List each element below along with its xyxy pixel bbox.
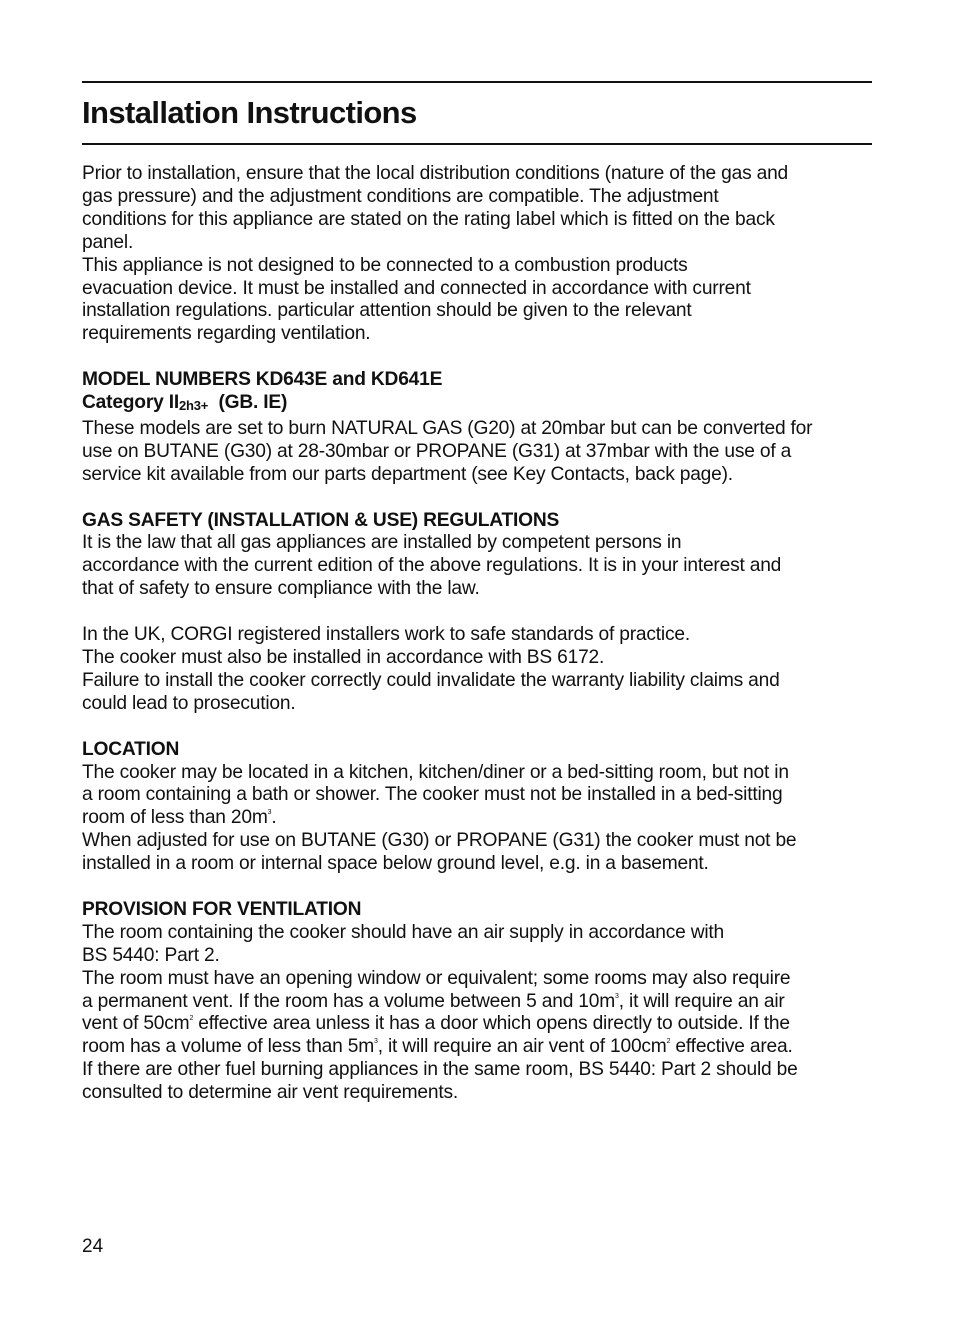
text-line: installed in a room or internal space below ground level, e.g. in a basement. xyxy=(82,853,709,875)
gas-safety-section xyxy=(82,510,872,716)
text-line: It is the law that all gas appliances are installed by competent persons in xyxy=(82,532,682,554)
text-line xyxy=(82,991,872,1014)
text-line: service kit available from our parts department (see Key Contacts, back page). xyxy=(82,463,733,485)
models-section xyxy=(82,369,872,487)
text-run: vent of 50cm xyxy=(82,1013,190,1035)
text-line: Prior to installation, ensure that the local distribution conditions (nature of the gas and xyxy=(82,163,789,184)
text-line: evacuation device. It must be installed and connected in accordance with current xyxy=(82,277,751,299)
ventilation-section xyxy=(82,899,872,1105)
text-line: In the UK, CORGI registered installers work to safe standards of practice. xyxy=(82,624,690,646)
gas-safety-heading: GAS SAFETY (INSTALLATION & USE) REGULATIONS xyxy=(82,509,560,531)
text-run: effective area. xyxy=(670,1036,793,1058)
superscript: 3 xyxy=(374,1038,378,1046)
intro-section xyxy=(82,163,872,346)
location-section xyxy=(82,739,872,876)
paragraph-gap xyxy=(82,487,872,510)
text-line: a room containing a bath or shower. The cooker must not be installed in a bed-sitting xyxy=(82,784,783,806)
text-line: The room containing the cooker should have an air supply in accordance with xyxy=(82,921,725,943)
title-bottom-rule xyxy=(82,143,872,145)
text-line: The cooker must also be installed in accordance with BS 6172. xyxy=(82,646,605,668)
location-heading: LOCATION xyxy=(82,738,180,760)
text-line: The room must have an opening window or equivalent; some rooms may also require xyxy=(82,967,791,989)
text-line: panel. xyxy=(82,231,134,253)
text-line: requirements regarding ventilation. xyxy=(82,323,371,345)
text-line: could lead to prosecution. xyxy=(82,692,296,714)
models-heading: MODEL NUMBERS KD643E and KD641E xyxy=(82,369,443,391)
text-line: When adjusted for use on BUTANE (G30) or PROPANE (G31) the cooker must not be xyxy=(82,830,797,852)
superscript: 3 xyxy=(267,809,272,817)
superscript: 3 xyxy=(615,992,619,1000)
text-line: conditions for this appliance are stated on the rating label which is fitted on the back xyxy=(82,208,775,230)
text-line xyxy=(82,807,872,830)
text-line xyxy=(82,1036,872,1059)
text-line: installation regulations. particular attention should be given to the relevant xyxy=(82,300,692,322)
text-run: effective area unless it has a door which opens directly to outside. If the xyxy=(193,1013,790,1035)
text-line: consulted to determine air vent requirements. xyxy=(82,1082,459,1104)
text-line: These models are set to burn NATURAL GAS (G20) at 20mbar but can be converted for xyxy=(82,417,813,439)
text-line: If there are other fuel burning appliances in the same room, BS 5440: Part 2 should be xyxy=(82,1059,798,1081)
text-line xyxy=(82,1013,872,1036)
text-line: that of safety to ensure compliance with the law. xyxy=(82,578,480,600)
text-line: This appliance is not designed to be connected to a combustion products xyxy=(82,254,688,276)
text-run: room has a volume of less than 5m xyxy=(82,1036,375,1058)
text-line: accordance with the current edition of the above regulations. It is in your interest and xyxy=(82,555,782,577)
title-top-rule xyxy=(82,81,872,83)
text-line: use on BUTANE (G30) at 28-30mbar or PROPANE (G31) at 37mbar with the use of a xyxy=(82,440,792,462)
paragraph-gap xyxy=(82,716,872,739)
paragraph-gap xyxy=(82,876,872,899)
text-line: gas pressure) and the adjustment conditions are compatible. The adjustment xyxy=(82,185,719,207)
page-number: 24 xyxy=(82,1236,104,1257)
superscript: 2 xyxy=(189,1015,194,1023)
text-run: , it will require an air vent of 100cm xyxy=(377,1036,667,1058)
category-subscript: 2h3+ xyxy=(178,398,209,414)
superscript: 2 xyxy=(666,1038,671,1046)
paragraph-gap xyxy=(82,601,872,624)
ventilation-heading: PROVISION FOR VENTILATION xyxy=(82,898,362,920)
category-line xyxy=(82,392,872,418)
paragraph-gap xyxy=(82,346,872,369)
text-run: . xyxy=(271,807,277,829)
category-suffix: (GB. IE) xyxy=(218,392,288,414)
text-run: a permanent vent. If the room has a volume between 5 and 10m xyxy=(82,990,616,1012)
instructions-body xyxy=(82,163,872,1105)
category-prefix: Category II xyxy=(82,392,179,414)
text-line: The cooker may be located in a kitchen, kitchen/diner or a bed-sitting room, but not in xyxy=(82,761,789,783)
text-line: BS 5440: Part 2. xyxy=(82,944,220,966)
manual-page xyxy=(82,0,872,1336)
text-line: Failure to install the cooker correctly could invalidate the warranty liability claims and xyxy=(82,669,780,691)
page-title: Installation Instructions xyxy=(82,95,417,130)
text-run: room of less than 20m xyxy=(82,807,268,829)
text-run: , it will require an air xyxy=(618,990,785,1012)
